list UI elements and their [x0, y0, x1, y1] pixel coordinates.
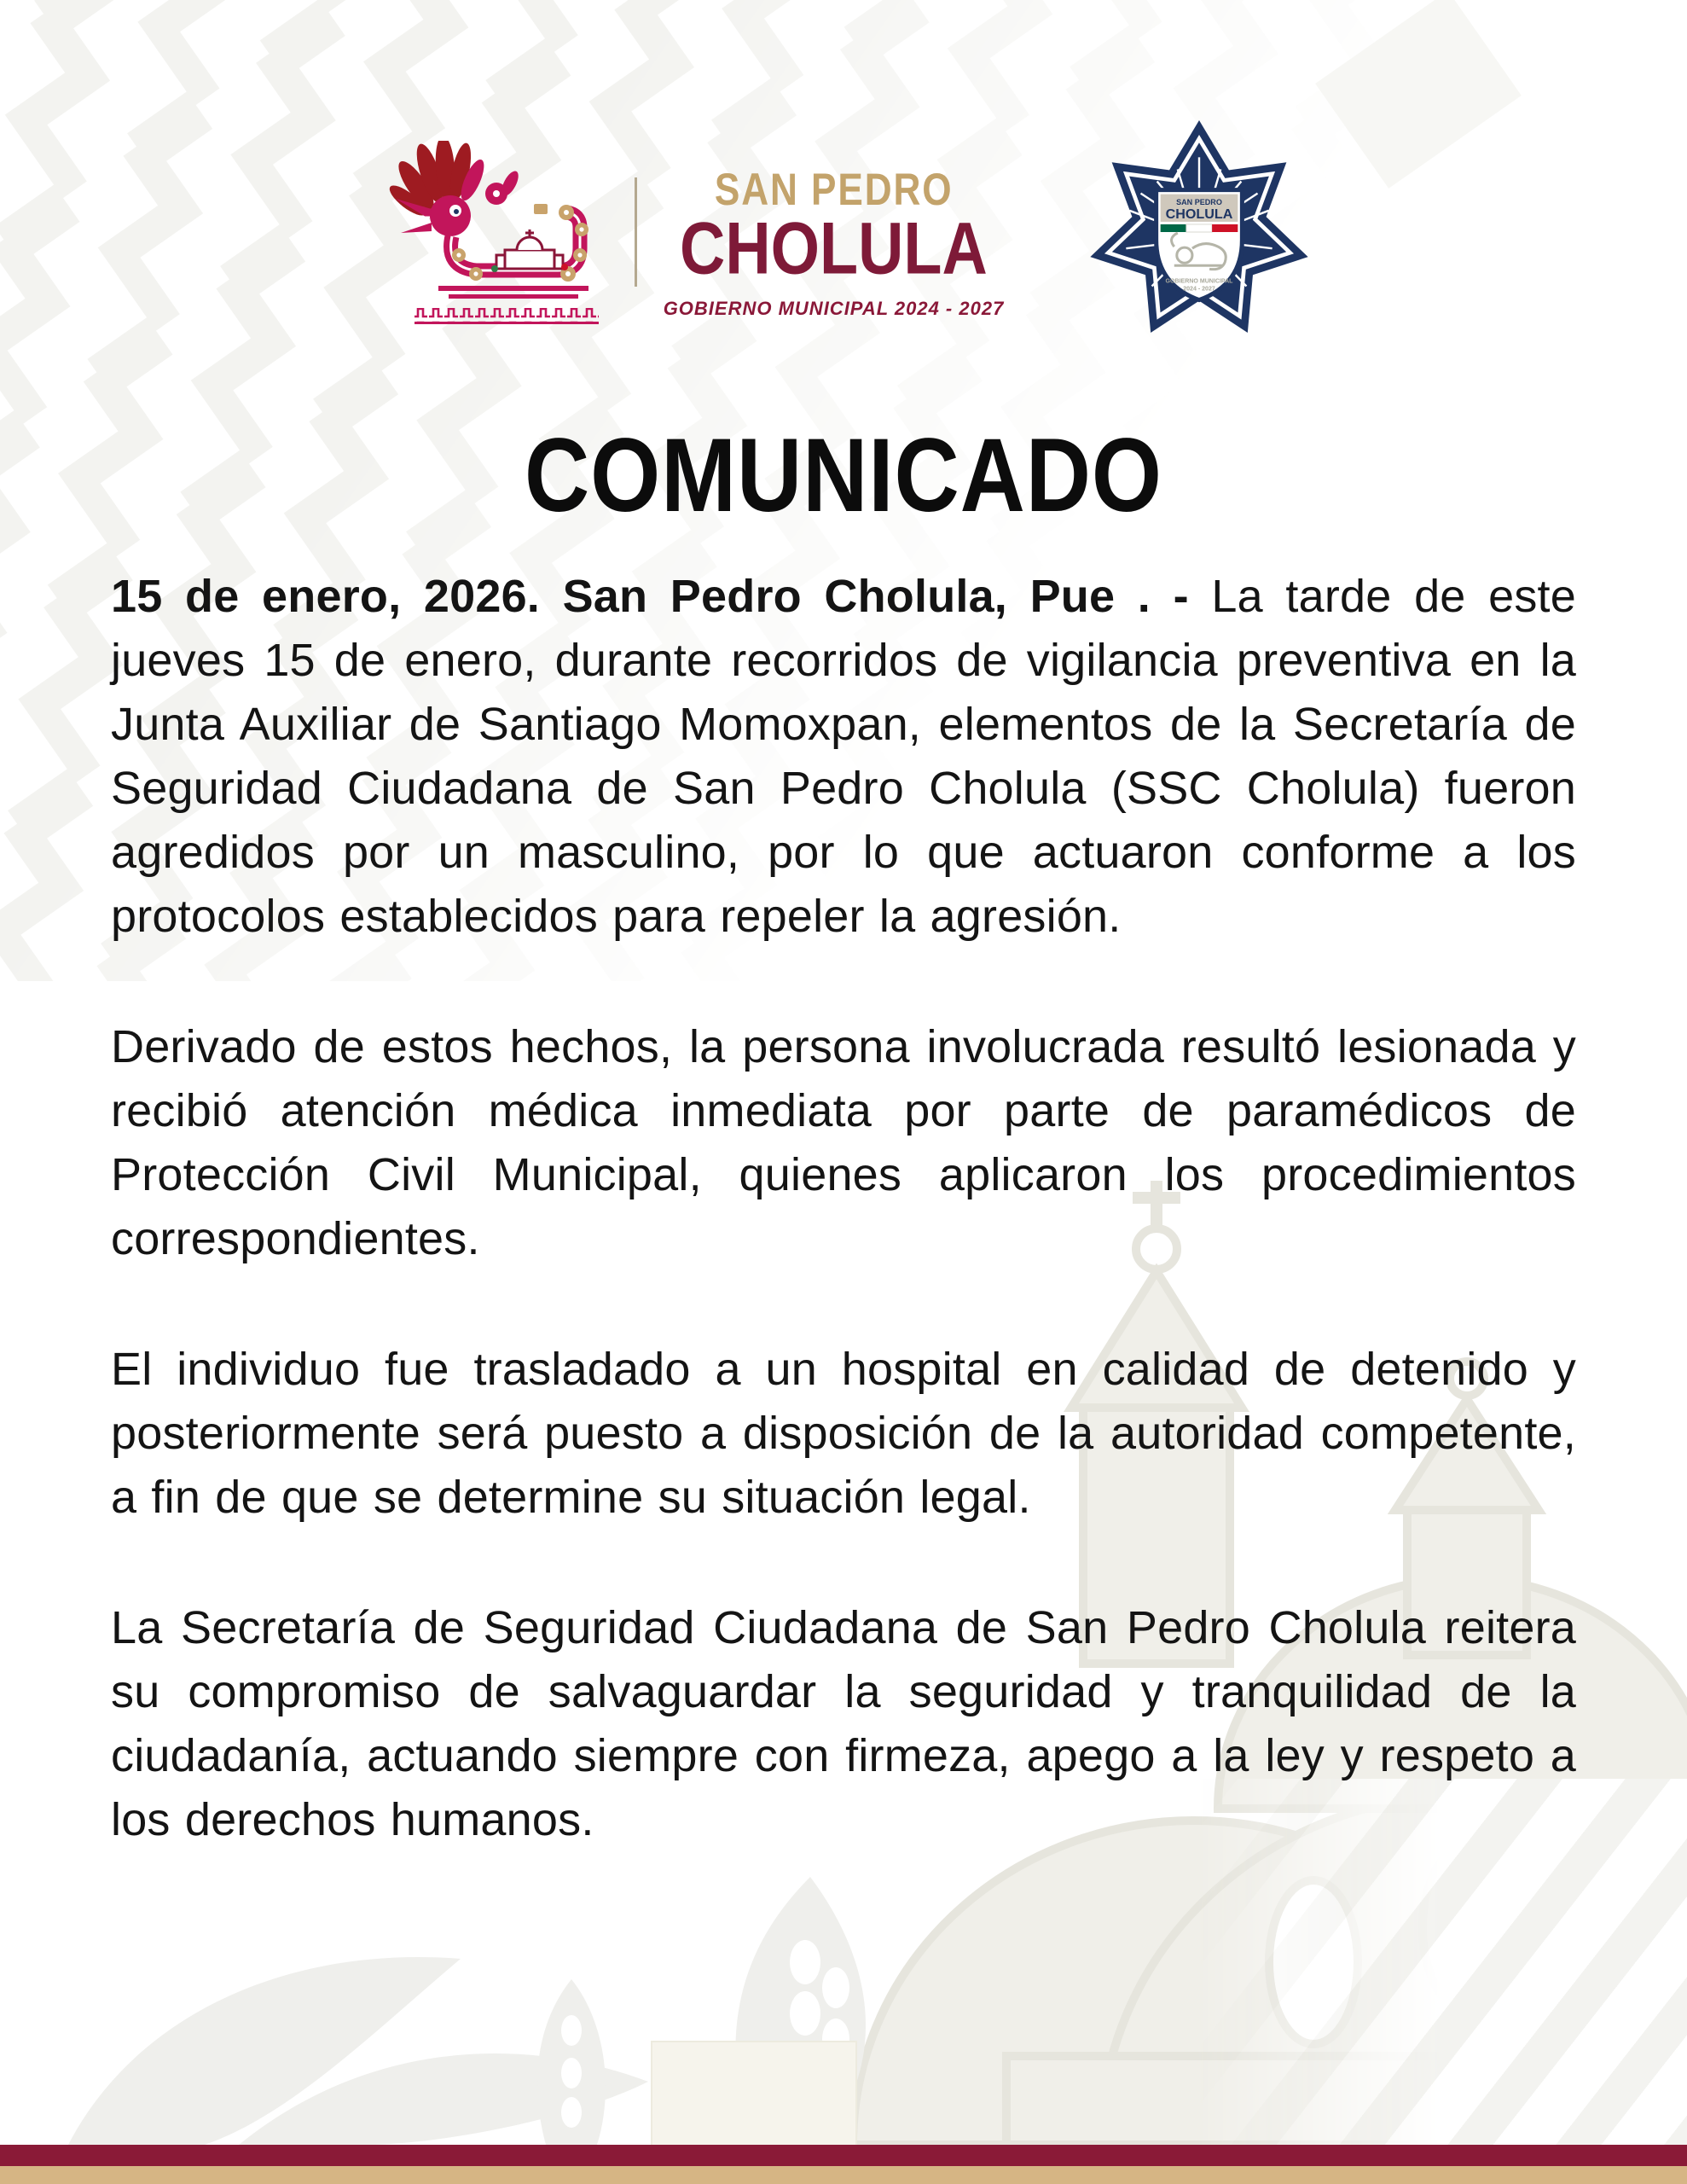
gobierno-municipal-row	[661, 298, 1006, 320]
paragraph-1-text: La tarde de este jueves 15 de enero, durante recorridos de vigilancia preventiva en la Junta Auxiliar de Santiago Momoxpan, elementos de la Secretaría de Seguridad Ciudadana de San Pedro Cholula (SSC Cholula) fueron agredidos por un masculino, por lo que actuaron conforme a los protocolos establecidos para repeler la agresión.	[111, 571, 1576, 942]
brand-san-pedro: SAN PEDRO	[714, 163, 954, 215]
logo-divider	[635, 177, 637, 287]
badge-banner-top: SAN PEDRO	[1176, 197, 1222, 206]
footer-maroon-bar	[0, 2145, 1687, 2166]
paragraph-3: El individuo fue trasladado a un hospital en calidad de detenido y posteriormente será puesto a disposición de la autoridad competente, a fin de que se determine su situación legal.	[111, 1344, 1576, 1523]
parchment-watermark	[651, 2041, 857, 2148]
dateline-lead: 15 de enero, 2026. San Pedro Cholula, Pue . -	[111, 571, 1212, 622]
paragraph-2: Derivado de estos hechos, la persona involucrada resultó lesionada y recibió atención médica inmediata por parte de paramédicos de Protección Civil Municipal, quienes aplicaron los procedimientos correspondientes.	[111, 1021, 1576, 1264]
footer-tan-bar	[0, 2166, 1687, 2184]
badge-footer-line2: 2024 - 2027	[1183, 286, 1215, 293]
paragraph-4: La Secretaría de Seguridad Ciudadana de San Pedro Cholula reitera su compromiso de salvaguardar la seguridad y tranquilidad de la ciudadanía, actuando siempre con firmeza, apego a la ley y respeto a los derechos humanos.	[111, 1602, 1576, 1845]
page-title: COMUNICADO	[525, 416, 1162, 534]
police-star-badge	[1085, 118, 1313, 346]
municipal-quetzal-logo	[367, 141, 616, 327]
brand-cholula: CHOLULA	[680, 207, 988, 290]
gobierno-municipal-label: GOBIERNO MUNICIPAL 2024 - 2027	[663, 298, 1005, 319]
badge-banner-main: CHOLULA	[1165, 206, 1233, 222]
municipal-brand-text	[661, 163, 1006, 320]
paragraph-1	[111, 565, 1576, 949]
press-release-body	[111, 565, 1576, 1919]
badge-footer-line1: GOBIERNO MUNICIPAL	[1165, 278, 1233, 285]
